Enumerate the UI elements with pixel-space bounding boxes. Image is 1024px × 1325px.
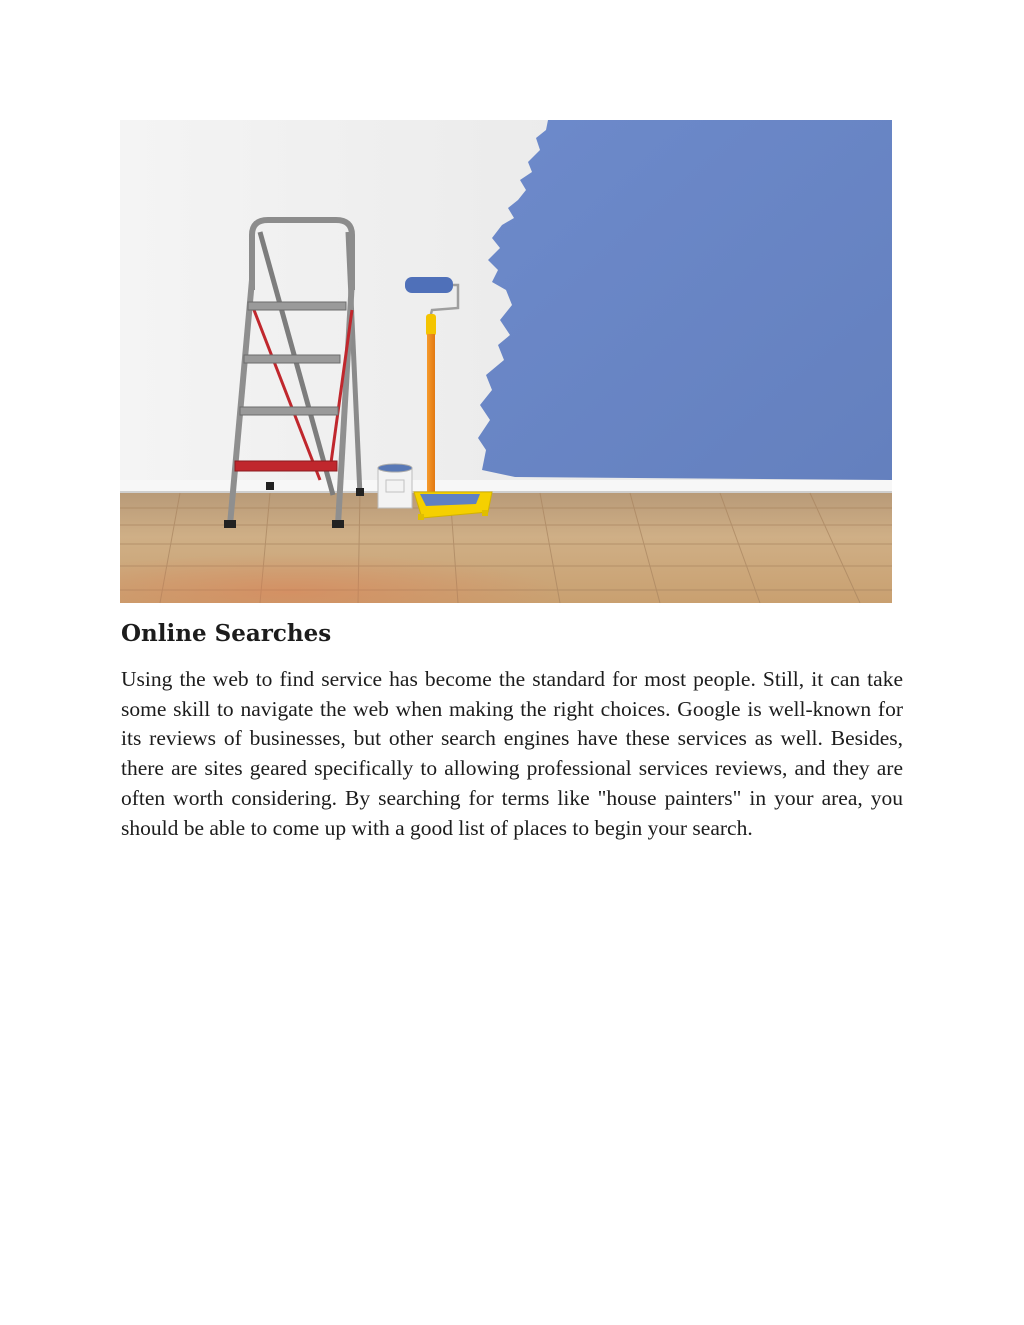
blue-paint-area: [478, 120, 892, 480]
painting-scene-illustration: [120, 120, 892, 603]
section-heading: Online Searches: [121, 620, 332, 647]
body-paragraph: Using the web to find service has become the standard for most people. Still, it can take some skill to navigate the web when making the right choices. Google is well-known for its reviews of businesses, but other search engines have these services as well. Besides, there are sites geared specifically to allowing professional services reviews, and they are often worth considering. By searching for terms like "house painters" in your area, you should be able to come up with a good list of places to begin your search.: [121, 667, 903, 840]
hero-image: [120, 120, 892, 603]
paint-can: [378, 464, 412, 508]
